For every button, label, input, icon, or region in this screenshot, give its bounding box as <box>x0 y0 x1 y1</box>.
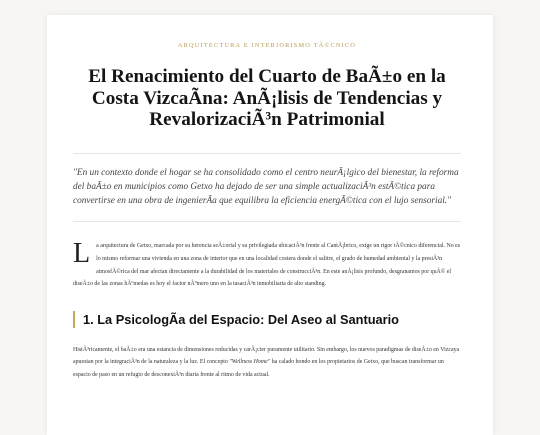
article-category[interactable]: ARQUITECTURA E INTERIORISMO TÃ©CNICO <box>177 42 357 49</box>
section-paragraph-start: HistÃ³ricamente, el baÃ±o era una estancia de dimensiones reducidas y carÃ¡cter puramente utilitario. Sin embargo, los nuevos paradigmas de diseÃ±o en Vizcaya apuestan por la integraciÃ³n de la naturaleza y la luz. El concepto <box>73 346 460 366</box>
article-page <box>47 15 493 435</box>
section-paragraph-emphasis: "Wellness Home" <box>229 359 271 366</box>
divider-bottom <box>73 221 461 222</box>
intro-paragraph-text: a arquitectura de Getxo, marcada por su herencia seÃ±orial y su privilegiada ubicaciÃ³n frente al CantÃ¡brico, exige un rigor tÃ©cnico diferencial. No es lo mismo reformar una vivienda en una zona de interior que en una localidad costera donde el salitre, el grado de humedad ambiental y la presiÃ³n atmosfÃ©rica del mar afectan directamente a la durabilidad de los materiales de construcciÃ³n. En este anÃ¡lisis profundo, desgranamos por quÃ© el diseÃ±o de las zonas hÃºmedas es hoy el factor nÃºmero uno en la tasaciÃ³n inmobiliaria de alto standing. <box>73 243 461 288</box>
article-content <box>47 42 493 382</box>
dropcap-letter: L <box>73 238 91 270</box>
article-title: El Renacimiento del Cuarto de BaÃ±o en la Costa VizcaÃna: AnÃ¡lisis de Tendencias y RevalorizaciÃ³n Patrimonial <box>88 66 446 130</box>
section-paragraph-end: ha calado hondo en los propietarios de Getxo, que buscan transformar un espacio de paso en un refugio de desconexiÃ³n diaria frente al ritmo de vida actual. <box>73 359 444 378</box>
divider-top <box>73 153 461 154</box>
section-heading: 1. La PsicologÃa del Espacio: Del Aseo al Santuario <box>73 311 461 328</box>
intro-paragraph <box>73 240 461 290</box>
lead-quote: "En un contexto donde el hogar se ha consolidado como el centro neurÃ¡lgico del bienestar, la reforma del baÃ±o en municipios como Getxo ha dejado de ser una simple actualizaciÃ³n estÃ©tica para convertirse en una obra de ingenierÃa que equilibra la eficiencia energÃ©tica con el lujo sensorial." <box>73 167 459 207</box>
section-paragraph <box>73 344 461 382</box>
